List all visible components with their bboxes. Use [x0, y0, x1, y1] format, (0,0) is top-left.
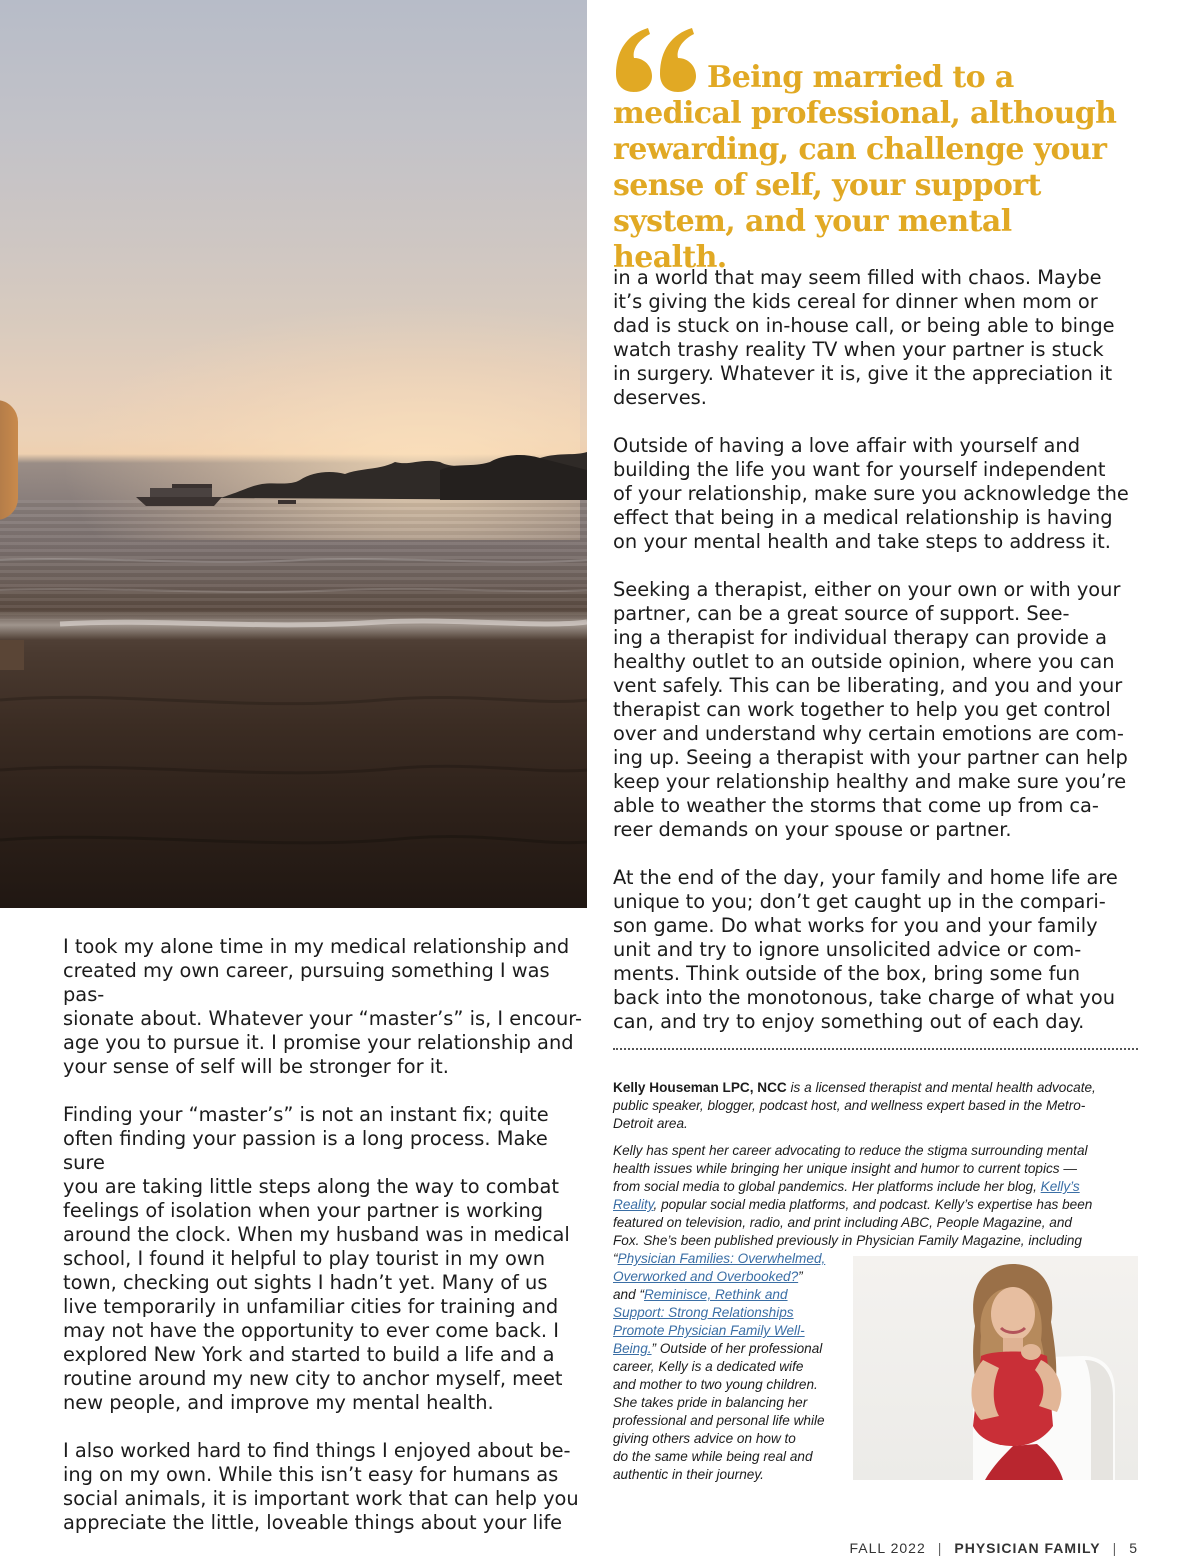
footer-separator: | [1112, 1540, 1118, 1556]
author-name: Kelly Houseman LPC, NCC [613, 1080, 787, 1095]
author-portrait [853, 1256, 1138, 1480]
body-paragraph: in a world that may seem filled with chaos. Maybe it’s giving the kids cereal for dinner when mom or dad is stuck on in-house call, or being able to binge watch trashy reality TV when your partner is stuck in surgery. Whatever it is, give it the appreciation it deserves. [613, 266, 1115, 409]
body-paragraph: At the end of the day, your family and home life are unique to you; don’t get caught up in the compari- son game. Do what works for you and your family unit and try to ignore unsolicited advice or com- ments. Think outside of the box, bring some fun back into the monotonous, take charge of what you can, and try to enjoy something out of each day. [613, 866, 1118, 1033]
bio-text: ” Outside of her professional career, Kelly is a dedicated wife and mother to two young children. She takes pride in balancing her professional and personal life while giving others advice on how to do the same while being real and authentic in their journey. [613, 1341, 825, 1482]
issue-label: FALL 2022 [849, 1540, 926, 1556]
pull-quote: Being married to a medical professional, although rewarding, can challenge your sense of self, your support system, and your mental health. [613, 60, 1117, 275]
bio-text: is a licensed therapist and mental health advocate, public speaker, blogger, podcast host, and wellness expert based in the Metro- Detroit area. [613, 1080, 1096, 1131]
right-column [613, 266, 1153, 1058]
page-footer [850, 1540, 1138, 1556]
bio-text: , popular social media platforms, and podcast. Kelly’s expertise has been featured on television, radio, and print including ABC, People Magazine, and Fox. She’s been published previously in Physician Family Magazine, including [613, 1197, 1093, 1248]
bio-text: Kelly has spent her career advocating to reduce the stigma surrounding mental health issues while bringing her unique insight and humor to current topics — from social media to global pandemics. Her platforms include her blog, [613, 1143, 1088, 1194]
author-bio-body [613, 1142, 1143, 1250]
footer-separator: | [937, 1540, 943, 1556]
bio-text: ” and “ [613, 1269, 803, 1302]
blog-link[interactable]: Kelly’s Reality [613, 1179, 1080, 1212]
magazine-name: PHYSICIAN FAMILY [954, 1540, 1101, 1556]
bio-text: “ [613, 1251, 618, 1266]
page-number: 5 [1129, 1540, 1138, 1556]
body-paragraph: I took my alone time in my medical relationship and created my own career, pursuing something I was pas- sionate about. Whatever your “master’s” is, I encour- age you to pursue it. I promise your relationship and your sense of self will be stronger for it. [63, 935, 583, 1078]
author-bio-articles [613, 1250, 853, 1484]
left-column [63, 935, 593, 1559]
body-paragraph: Seeking a therapist, either on your own or with your partner, can be a great source of support. See- ing a therapist for individual therapy can provide a healthy outlet to an outside opinion, where you can vent safely. This can be liberating, and you and your therapist can work together to help you get control over and understand why certain emotions are com- ing up. Seeing a therapist with your partner can help keep your relationship healthy and make sure you’re able to weather the storms that come up from ca- reer demands on your spouse or partner. [613, 578, 1128, 841]
body-paragraph: I also worked hard to find things I enjoyed about be- ing on my own. While this isn’t easy for humans as social animals, it is important work that can help you appreciate the little, loveable things about your life [63, 1439, 579, 1534]
body-paragraph: Finding your “master’s” is not an instant fix; quite often finding your passion is a long process. Make sure you are taking little steps along the way to combat feelings of isolation when your partner is working around the clock. When my husband was in medical school, I found it helpful to play tourist in my own town, checking out sights I hadn’t yet. Many of us live temporarily in unfamiliar cities for training and may not have the opportunity to ever come back. I explored New York and started to build a life and a routine around my new city to anchor myself, meet new people, and improve my mental health. [63, 1103, 570, 1414]
article-link-overwhelmed[interactable]: Physician Families: Overwhelmed, Overworked and Overbooked? [613, 1251, 826, 1284]
body-paragraph: Outside of having a love affair with yourself and building the life you want for yourself independent of your relationship, make sure you acknowledge the effect that being in a medical relationship is having on your mental health and take steps to address it. [613, 434, 1129, 553]
beach-sunset-photo [0, 0, 587, 908]
dotted-divider [613, 1048, 1138, 1050]
article-link-reminisce[interactable]: Reminisce, Rethink and Support: Strong Relationships Promote Physician Family Well- Being. [613, 1287, 805, 1356]
author-bio-intro [613, 1079, 1143, 1133]
